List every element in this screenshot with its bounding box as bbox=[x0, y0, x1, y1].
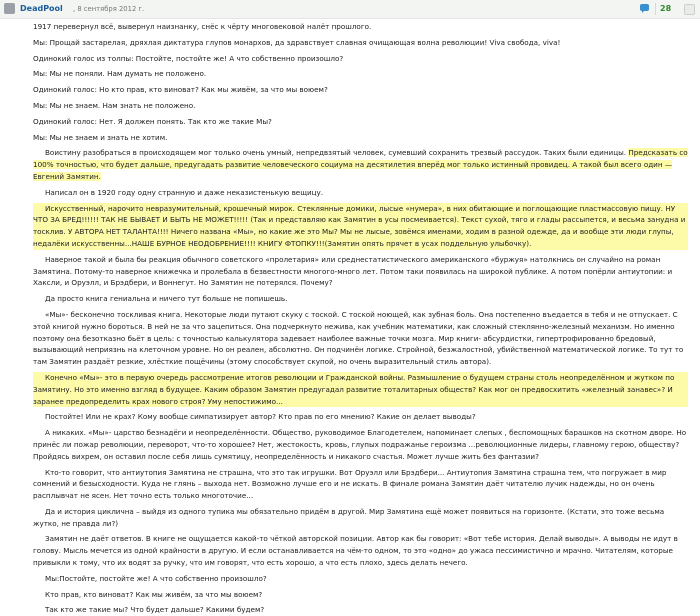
paragraph: Мы: Мы не поняли. Нам думать не положено. bbox=[33, 69, 207, 79]
paragraph: Мы: Прощай застарелая, дряхлая диктатура глупов монархов, да здравствует славная очищающая волна революции! Viva свобода, viva! bbox=[33, 37, 561, 47]
paragraph: «Мы»- бесконечно тоскливая книга. Некоторые люди путают скуку с тоской. С тоской ноющей, как зубная боль. Она постепенно въедается в тебя и не отпускает. С этой книгой нужно бороться. В ней не за что зацепиться. Она подчеркнуто нежива, как учебник математики, как сложный стеклянно-железный механизм. Но именно поэтому она безотказно бьёт в цель: с точностью калькулятора задевает наиболее важные точки мозга. Мир книги- абсурдистки, гипертрофированно бредовый, вызывающий неприязнь на клеточном уровне. Но он реален, абсолютно. Он подчинён логике. Стройной, безжалостной, убийственной математической логике. То тут то там Замятин раздаёт резкие, хлёсткие пощёчины (этому способствует скупой, но очень выразительный стиль автора). bbox=[33, 309, 684, 367]
paragraph: Одинокий голос: Нет. Я должен понять. Так кто же такие Мы? bbox=[33, 116, 272, 126]
post-date: , 8 сентября 2012 г. bbox=[73, 5, 145, 13]
paragraph: А никаких. «Мы»- царство безнадёги и неопределённости. Общество, руководимое Благодетелем, напоминает слепых , беспомощных барашков на скотном дворе. Но принёс ли пожар революции, переворот, что-то хорошее? Нет, жестокость, кровь, глупых подражанье героизма ...революционные лидеры, главному герою, обществу? Пройдясь вихрем, он оставил после себя лишь сумятицу, неопределённость и никакого счастья. Может лучше жить без фантазии? bbox=[33, 428, 687, 461]
paragraph: Мы: Мы не знаем и знать не хотим. bbox=[33, 132, 168, 142]
paragraph: Так кто же такие мы? Что будет дальше? Какими будем? bbox=[45, 605, 265, 615]
user-avatar[interactable] bbox=[4, 3, 15, 14]
paragraph-text: Воистину разобраться в происходящем мог только очень умный, непредвзятый человек, сумевший сохранить трезвый рассудок. Таких были единицы. bbox=[45, 148, 627, 158]
highlighted-paragraph: Конечно «Мы»- это в первую очередь рассмотрение итогов революции и Гражданской войны. Размышление о будущем страны столь неопределённом и жутком по Замятину. Но это именно взгляд в будущее. Каким образом Замятин предугадал развитие тоталитарных обществ? Как мог он предвосхитить «железный занавес»? И заранее предопределить крах нового строя? Уму непостижимо... bbox=[33, 372, 688, 407]
rating-score: 28 bbox=[660, 4, 672, 13]
paragraph: Наверное такой и была бы реакция обычного советского «пролетария» или среднестатистического американского «буржуя» натолкнись он случайно на роман Замятина. Потому-то наверное книжечка и пролебала в безвестности многого-много лет. Потом таки появилась на широкой публике. А потом попёрли антиутопии: и Хаксли, и Оруэлл, и Брэдбери, и Воннегут. Но Замятин не потерялся. Почему? bbox=[33, 254, 673, 288]
review-body bbox=[33, 21, 688, 616]
paragraph: Кто прав, кто виноват? Как мы живём, за что мы воюем? bbox=[45, 589, 263, 599]
highlighted-paragraph: Искусственный, нарочито невразумительный, крошечный мирок. Стеклянные домики, лысые «нумера», в них обитающие и поглощающие пластмассовую пищу. НУ ЧТО ЗА БРЕД!!!!!! ТАК НЕ БЫВАЕТ И БЫТЬ НЕ МОЖЕТ!!!!! (Так и представляю как Замятин в усы посмеивается). Текст сухой, тяго и глады рассыпется, и весьма занудна и тосклив. У АВТОРА НЕТ ТАЛАНТА!!!! Ничего названа «Мы», но какие же это Мы? Мы не лысые, зовёмся именами, ходим в разной одежде, да и вообще эти люди глупы, недалёки искусственны...НАШЕ БУРНОЕ НЕОДОБРЕНИЕ!!!! КНИГУ ФТОПКУ!!!(Замятин опять прячет в усах поддельную улыбочку). bbox=[33, 203, 688, 250]
paragraph: Кто-то говорит, что антиутопия Замятина не страшна, что это так игрушки. Вот Оруэлл или Брэдбери... Антиутопия Замятина страшна тем, что погружает в мир сомнений и безысходности. Куда не глянь – выхода нет. Возможно лучше его и не искать. В финале романа Замятин даёт читателю лучик надежды, но он очень расплывчат не ясен. Нет точно есть только многоточие... bbox=[33, 467, 667, 501]
vote-icon[interactable] bbox=[684, 4, 695, 15]
paragraph bbox=[33, 147, 688, 182]
header-divider bbox=[655, 3, 656, 15]
author-link[interactable]: DeadPool bbox=[20, 4, 63, 13]
post-header bbox=[0, 0, 700, 19]
paragraph: Да и история циклична – выйдя из одного тупика мы обязательно придём в другой. Мир Замятина ещё может появиться на горизонте. (Кстати, это тоже весьма жутко, не правда ли?) bbox=[33, 506, 665, 528]
paragraph: Одинокий голос: Но кто прав, кто виноват? Как мы живём, за что мы воюем? bbox=[33, 85, 328, 95]
paragraph: Замятин не даёт ответов. В книге не ощущается какой-то чёткой авторской позиции. Автор как бы говорит: «Вот тебе история. Делай выводы». А выводы не идут в голову. Мысль мечется из одной крайности в другую. И если останавливается на чём-то одном, то это «одно» до ужаса пессимистично и мрачно. Читателям, которые привыкли к тому, что их водят за ручку, что им говорят, что есть хорошо, а что есть плохо, здесь делать нечего. bbox=[33, 534, 678, 568]
paragraph: Постойте! Или не крах? Кому вообще симпатизирует автор? Кто прав по его мнению? Какие он делает выводы? bbox=[45, 412, 476, 422]
paragraph: Мы: Мы не знаем. Нам знать не положено. bbox=[33, 100, 196, 110]
paragraph: 1917 перевернул всё, вывернул наизнанку, снёс к чёрту многовековой налёт прошлого. bbox=[33, 22, 372, 31]
comment-icon[interactable] bbox=[640, 4, 649, 11]
paragraph: Написал он в 1920 году одну странную и даже неказистенькую вещицу. bbox=[45, 187, 324, 197]
highlighted-text: Предсказать со 100% точностью, что будет дальше, предугадать развитие человеческого социума на десятилетия вперёд мог только истинный провидец. А такой был всего один — Евгений Замятин. bbox=[33, 148, 688, 181]
paragraph: Одинокий голос из толпы: Постойте, постойте же! А что собственно произошло? bbox=[33, 53, 344, 63]
paragraph: Да просто книга гениальна и ничего тут больше не попишешь. bbox=[45, 294, 288, 304]
paragraph: Мы:Постойте, постойте же! А что собственно произошло? bbox=[45, 573, 267, 583]
